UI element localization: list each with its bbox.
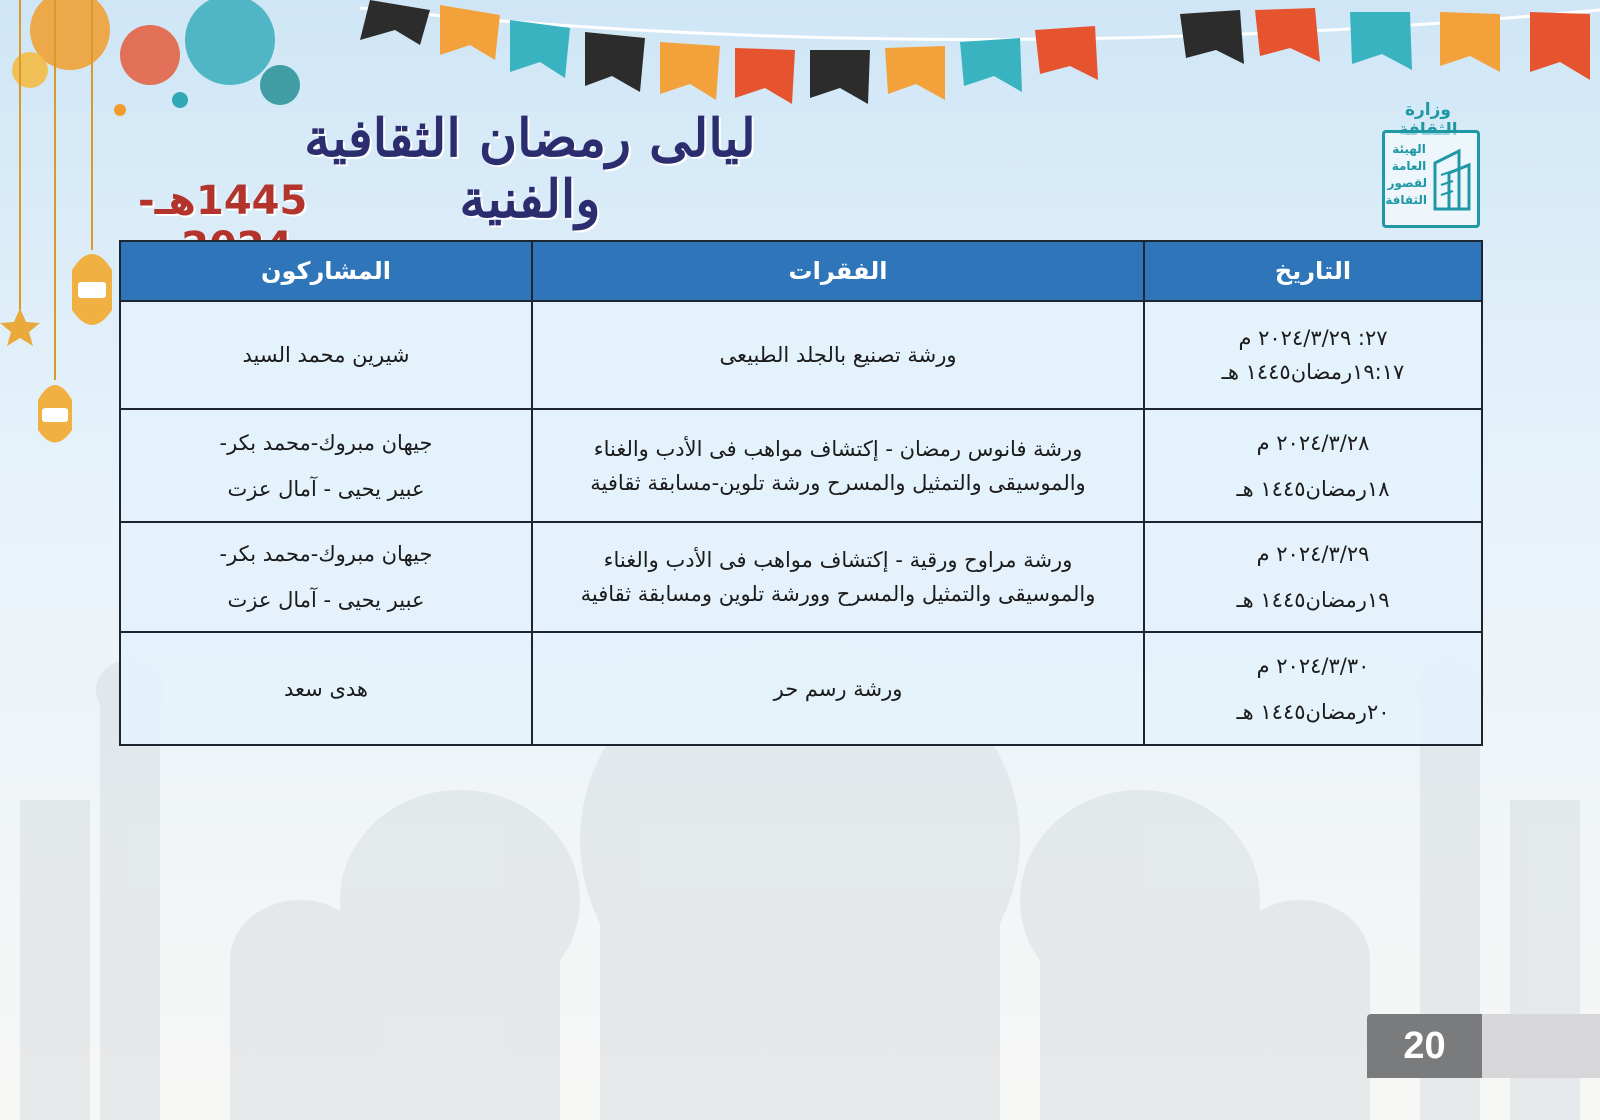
participants-cell	[120, 301, 532, 409]
logo-text-line: الثقافة	[1385, 193, 1427, 207]
participants-cell	[120, 409, 532, 522]
participant-text: جيهان مبروك-محمد بكر-	[219, 542, 433, 566]
year-subtitle: 1445هـ-	[138, 178, 308, 224]
date-cell	[1144, 522, 1482, 632]
logo-authority-text	[1385, 141, 1427, 209]
gregorian-date: ٢٠٢٤/٣/٢٩ م	[1256, 542, 1370, 566]
ministry-logo-caption: وزارة	[1404, 100, 1451, 120]
item-text: ورشة فانوس رمضان - إكتشاف مواهب فى الأدب والغناء	[593, 436, 1083, 461]
hijri-date: ١٩رمضان١٤٤٥ هـ	[1236, 588, 1390, 612]
logo-text-line: العامة	[1391, 159, 1427, 173]
gregorian-date: ٢٠٢٤/٣/٣٠ م	[1256, 653, 1370, 678]
participant-text: عبير يحيى - آمال عزت	[227, 588, 425, 612]
hijri-date: ٢٠رمضان١٤٤٥ هـ	[1236, 699, 1390, 724]
page-number-strip	[1482, 1014, 1600, 1078]
participant-text: شيرين محمد السيد	[242, 343, 410, 367]
logo-text-line: لقصور	[1387, 176, 1427, 190]
hijri-date: ١٨رمضان١٤٤٥ هـ	[1236, 476, 1390, 501]
items-cell	[532, 632, 1144, 745]
date-cell	[1144, 301, 1482, 409]
column-header-date: التاريخ	[1144, 241, 1482, 301]
date-cell	[1144, 409, 1482, 522]
schedule-table	[119, 240, 1483, 746]
logo-text-line: الهيئة	[1392, 142, 1426, 156]
table-row	[120, 522, 1482, 632]
participant-text: هدى سعد	[284, 676, 368, 701]
items-cell	[532, 409, 1144, 522]
page-number: 20	[1403, 1024, 1446, 1067]
gregorian-date: ٢٠٢٤/٣/٢٨ م	[1256, 430, 1370, 455]
page-title: ليالى رمضان الثقافية والفنية	[304, 108, 756, 230]
items-cell	[532, 522, 1144, 632]
page-number-box	[1367, 1014, 1482, 1078]
table-row	[120, 632, 1482, 745]
item-text: ورشة رسم حر	[773, 676, 903, 701]
participant-text: جيهان مبروك-محمد بكر-	[219, 430, 433, 455]
date-cell	[1144, 632, 1482, 745]
table-header-row	[120, 241, 1482, 301]
participants-cell	[120, 632, 532, 745]
item-text: والموسيقى والتمثيل والمسرح وورشة تلوين ومسابقة ثقافية	[580, 582, 1096, 606]
item-text: والموسيقى والتمثيل والمسرح ورشة تلوين-مسابقة ثقافية	[590, 470, 1086, 495]
item-text: ورشة تصنيع بالجلد الطبيعى	[719, 343, 957, 367]
hijri-date: ١٩:١٧رمضان١٤٤٥ هـ	[1221, 360, 1405, 384]
participants-cell	[120, 522, 532, 632]
column-header-participants: المشاركون	[120, 241, 532, 301]
table-row	[120, 409, 1482, 522]
column-header-items: الفقرات	[532, 241, 1144, 301]
table-row	[120, 301, 1482, 409]
gregorian-date: ٢٧: ٢٠٢٤/٣/٢٩ م	[1238, 326, 1388, 350]
bunting-flags	[360, 0, 1590, 104]
building-logo-icon	[1429, 143, 1473, 215]
items-cell	[532, 301, 1144, 409]
item-text: ورشة مراوح ورقية - إكتشاف مواهب فى الأدب والغناء	[603, 548, 1073, 572]
culture-palaces-logo	[1382, 130, 1480, 228]
participant-text: عبير يحيى - آمال عزت	[227, 476, 425, 501]
